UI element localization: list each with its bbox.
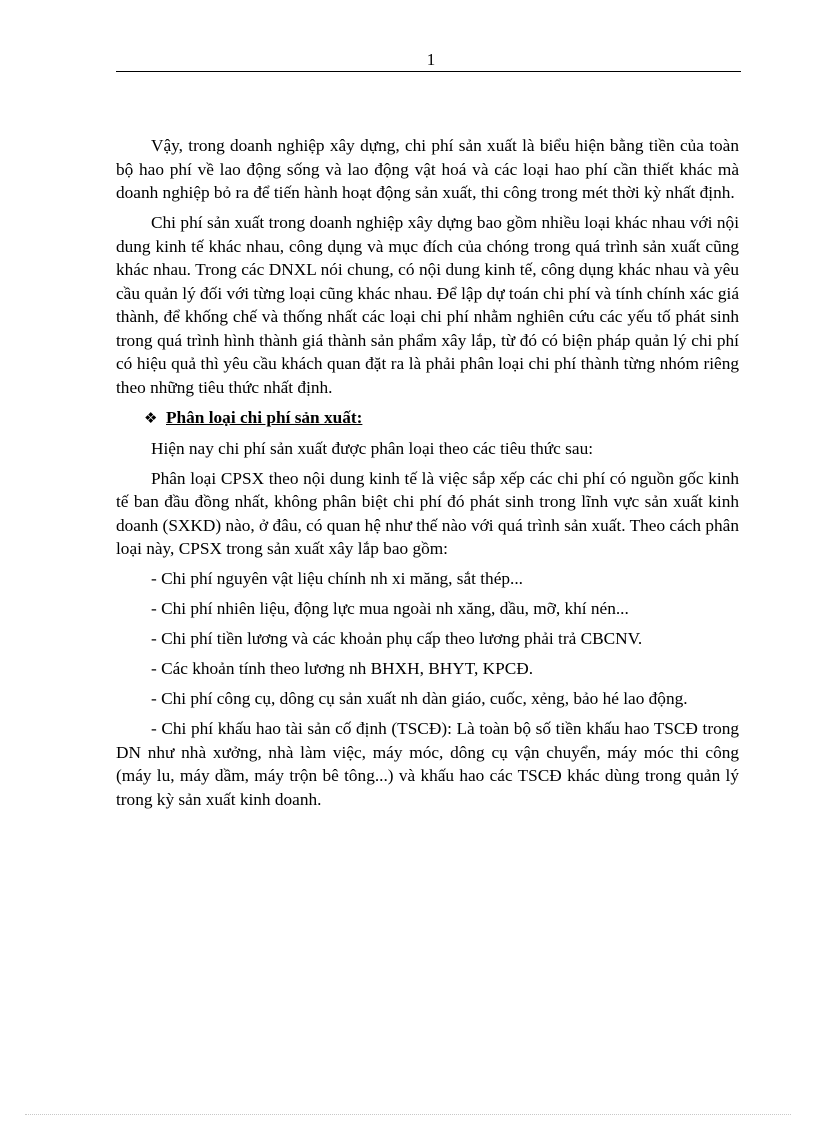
header-rule: [116, 71, 741, 72]
document-body: [116, 134, 739, 818]
list-item-wages: - Chi phí tiền lương và các khoản phụ cấp theo lương phải trả CBCNV.: [151, 629, 643, 648]
page-number: 1: [426, 50, 436, 69]
list-item-tools: - Chi phí công cụ, dông cụ sản xuất nh dàn giáo, cuốc, xẻng, bảo hé lao động.: [151, 689, 688, 708]
list-item-main-materials: - Chi phí nguyên vật liệu chính nh xi măng, sắt thép...: [151, 569, 523, 588]
list-item-insurance: - Các khoản tính theo lương nh BHXH, BHYT, KPCĐ.: [151, 659, 534, 678]
paragraph-definition: Vậy, trong doanh nghiệp xây dựng, chi phí sản xuất là biểu hiện bằng tiền của toàn bộ hao phí về lao động sống và lao động vật hoá và các loại hao phí cần thiết khác mà doanh nghiệp bỏ ra để tiến hành hoạt động sản xuất, thi công trong mét thời kỳ nhất định.: [116, 136, 739, 202]
section-heading-text: Phân loại chi phí sản xuất:: [166, 407, 363, 427]
paragraph-criteria-intro: Hiện nay chi phí sản xuất được phân loại theo các tiêu thức sau:: [151, 438, 594, 458]
diamond-bullet-icon: ❖: [144, 408, 158, 427]
list-item-fuel-energy: - Chi phí nhiên liệu, động lực mua ngoài nh xăng, dầu, mỡ, khí nén...: [151, 599, 629, 618]
section-heading: [116, 406, 739, 431]
list-item-depreciation: - Chi phí khấu hao tài sản cố định (TSCĐ): Là toàn bộ số tiền khấu hao TSCĐ trong DN như nhà xưởng, nhà làm việc, máy móc, dông cụ vận chuyển, máy móc thi công (máy lu, máy dầm, máy trộn bê tông...) và khấu hao các TSCĐ khác dùng trong quản lý trong kỳ sản xuất kinh doanh.: [116, 719, 739, 809]
page-bottom-border: [25, 1114, 791, 1115]
paragraph-classification-need: Chi phí sản xuất trong doanh nghiệp xây dựng bao gồm nhiều loại khác nhau với nội dung kinh tế khác nhau, công dụng và mục đích của chóng trong quá trình sản xuất cũng khác nhau. Trong các DNXL nói chung, có nội dung kinh tế, công dụng khác nhau và yêu cầu quản lý đối với từng loại cũng khác nhau. Để lập dự toán chi phí và tính chính xác giá thành, để khống chế và thống nhất các loại chi phí nhằm nghiên cứu các yếu tố phát sinh trong quá trình hình thành giá thành sản phẩm xây lắp, từ đó có biện pháp quản lý chi phí có hiệu quả thì yêu cầu khách quan đặt ra là phải phân loại chi phí thành từng nhóm riêng theo những tiêu thức nhất định.: [116, 213, 739, 397]
paragraph-economic-content: Phân loại CPSX theo nội dung kinh tế là việc sắp xếp các chi phí có nguồn gốc kinh tế ban đầu đồng nhất, không phân biệt chi phí đó phát sinh trong lĩnh vực sản xuất kinh doanh (SXKD) nào, ở đâu, có quan hệ như thế nào với quá trình sản xuất. Theo cách phân loại này, CPSX trong sản xuất xây lắp bao gồm:: [116, 468, 739, 558]
